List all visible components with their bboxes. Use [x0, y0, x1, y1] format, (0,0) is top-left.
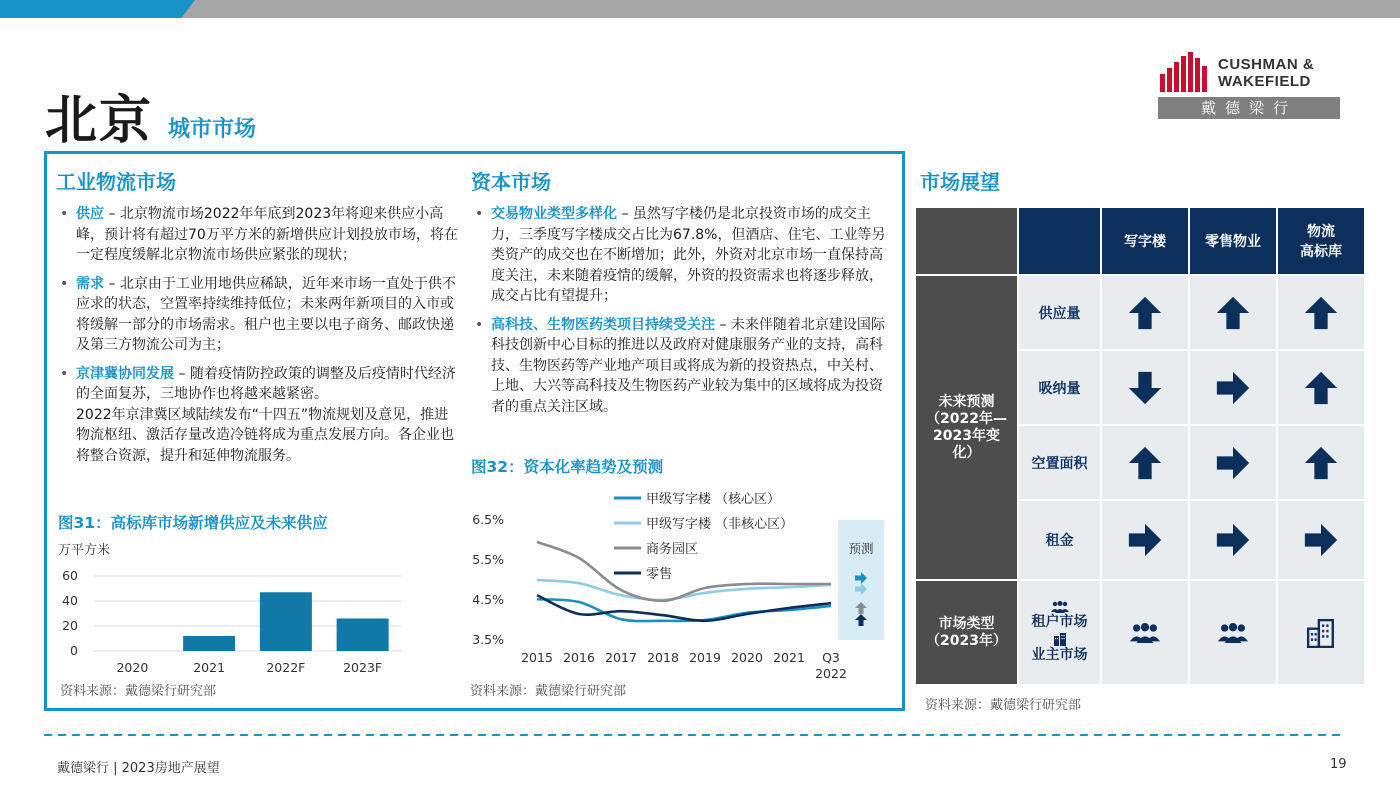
bullet-text: – 虽然写字楼仍是北京投资市场的成交主力，三季度写字楼成交占比为67.8%，但酒店、住宅、工业等另类资产的成交也在不断增加；此外，外资对北京市场一直保持高度关注，未来随着疫情的缓解，外资的投资需求也将逐步释放，成交占比有望提升；	[491, 206, 886, 304]
arrow-up-icon	[1302, 444, 1340, 482]
arrow-cell	[1189, 500, 1277, 580]
figure-32-source: 资料来源：戴德梁行研究部	[470, 684, 627, 699]
arrow-up-icon	[1126, 444, 1164, 482]
bullet-keyword: 京津冀协同发展	[76, 365, 174, 382]
legend-entry: 甲级写字楼 （非核心区）	[646, 517, 794, 532]
x-tick-label: Q3	[822, 650, 840, 665]
figure-32-title: 图32：资本化率趋势及预测	[471, 458, 664, 476]
y-tick-label: 4.5%	[472, 592, 504, 607]
legend-entry: 零售	[646, 567, 673, 582]
x-tick-label: 2023F	[343, 660, 383, 675]
page-number: 19	[1330, 757, 1347, 772]
page-subtitle: 城市市场	[168, 117, 257, 142]
bullet-keyword: 高科技、生物医药类项目持续受关注	[491, 316, 715, 333]
x-tick-label: 2020	[116, 660, 149, 675]
industrial-bullet	[58, 364, 458, 467]
arrow-cell	[1101, 350, 1189, 425]
arrow-cell	[1189, 425, 1277, 500]
landlord-icon	[1306, 618, 1336, 648]
bullet-text: – 北京物流市场2022年年底到2023年将迎来供应小高峰，预计将有超过70万平方米的新增供应计划投放市场，将在一定程度缓解北京物流市场供应紧张的现状；	[76, 206, 458, 263]
y-tick-label: 20	[62, 618, 78, 633]
y-tick-label: 6.5%	[472, 512, 504, 527]
logo-wordmark-line2: WAKEFIELD	[1218, 73, 1311, 90]
x-tick-label: 2015	[521, 650, 553, 665]
arrow-right-icon	[1126, 521, 1164, 559]
tenant-icon	[1130, 623, 1160, 643]
arrow-right-icon	[1302, 521, 1340, 559]
arrow-up-icon	[1126, 294, 1164, 332]
bullet-text: – 未来伴随着北京建设国际科技创新中心目标的推进以及政府对健康服务产业的支持，高科技、生物医药等产业地产项目或将成为新的投资热点，中关村、上地、大兴等高科技及生物医药产业较为集中的区域将成为投资者的重点关注区域。	[491, 316, 885, 415]
x-tick-label: 2017	[605, 650, 637, 665]
bar	[337, 619, 389, 652]
bar	[183, 636, 235, 651]
x-tick-label: 2021	[773, 650, 805, 665]
tenant-market-label: 租户市场	[1031, 613, 1088, 630]
forecast-period-cell	[915, 275, 1018, 580]
arrow-cell	[1277, 500, 1365, 580]
x-tick-label: 2022	[815, 666, 847, 681]
forecast-label: 预测	[848, 541, 874, 556]
market-type-cell	[915, 580, 1018, 685]
forecast-period-label: 未来预测 （2022年— 2023年变 化）	[926, 393, 1007, 461]
row-label-absorption: 吸纳量	[1018, 350, 1101, 425]
arrow-cell	[1277, 350, 1365, 425]
legend-entry: 商务园区	[646, 542, 699, 557]
cap-rate-line-chart	[466, 482, 896, 682]
market-outlook-table	[914, 206, 1366, 686]
y-tick-label: 3.5%	[472, 632, 504, 647]
top-bar-accent	[0, 0, 195, 18]
capital-bullet	[473, 315, 893, 418]
footer-divider	[44, 734, 1345, 736]
row-label-supply: 供应量	[1018, 275, 1101, 350]
logo-chinese-name: 戴德梁行	[1158, 97, 1340, 119]
arrow-cell	[1101, 425, 1189, 500]
arrow-right-icon	[1214, 521, 1252, 559]
figure-31-source: 资料来源：戴德梁行研究部	[60, 684, 217, 699]
market-type-icon-cell	[1101, 580, 1189, 685]
arrow-cell	[1189, 350, 1277, 425]
tenant-icon	[1218, 623, 1248, 643]
arrow-cell	[1101, 275, 1189, 350]
building-logo-icon	[1158, 52, 1210, 92]
bullet-keyword: 供应	[76, 206, 104, 222]
logo-wordmark	[1218, 56, 1314, 90]
capital-bullet-list	[473, 204, 893, 425]
arrow-cell	[1189, 275, 1277, 350]
market-type-icon-cell	[1277, 580, 1365, 685]
bar	[260, 592, 312, 651]
supply-bar-chart	[56, 538, 416, 680]
row-label-rent: 租金	[1018, 500, 1101, 580]
x-tick-label: 2016	[563, 650, 595, 665]
bullet-keyword: 交易物业类型多样化	[491, 206, 617, 222]
y-tick-label: 40	[62, 593, 78, 608]
industrial-bullet-list	[58, 204, 458, 474]
bullet-text: – 随着疫情防控政策的调整及后疫情时代经济的全面复苏，三地协作也将越来越紧密。	[76, 365, 456, 402]
outlook-column-header	[1189, 207, 1277, 275]
arrow-right-icon	[1214, 369, 1252, 407]
y-tick-label: 60	[62, 568, 78, 583]
arrow-cell	[1277, 425, 1365, 500]
y-axis-unit-label: 万平方米	[58, 543, 111, 558]
arrow-cell	[1277, 275, 1365, 350]
bullet-text: – 北京由于工业用地供应稀缺，近年来市场一直处于供不应求的状态，空置率持续维持低位；未来两年新项目的入市或将缓解一部分的市场需求。租户也主要以电子商务、邮政快递及第三方物流公司为主；	[76, 275, 456, 353]
capital-section-title: 资本市场	[471, 170, 551, 194]
series-line	[537, 595, 831, 621]
x-tick-label: 2020	[731, 650, 763, 665]
outlook-section-title: 市场展望	[920, 170, 1000, 194]
outlook-corner-cell-2	[1018, 207, 1101, 275]
industrial-section-title: 工业物流市场	[56, 170, 176, 194]
column-header-retail: 零售物业	[1205, 234, 1261, 250]
arrow-up-icon	[1214, 294, 1252, 332]
x-tick-label: 2021	[193, 660, 226, 675]
column-header-office: 写字楼	[1124, 234, 1166, 250]
industrial-bullet	[58, 274, 458, 356]
outlook-column-header	[1277, 207, 1365, 275]
tenant-icon	[1051, 601, 1069, 613]
x-tick-label: 2018	[647, 650, 679, 665]
x-tick-label: 2022F	[266, 660, 306, 675]
logo-wordmark-line1: CUSHMAN &	[1218, 56, 1315, 73]
outlook-source: 资料来源：戴德梁行研究部	[925, 698, 1082, 713]
landlord-icon	[1053, 632, 1067, 646]
top-bar	[0, 0, 1400, 18]
industrial-bullet	[58, 204, 458, 266]
arrow-up-icon	[1302, 369, 1340, 407]
row-label-vacancy: 空置面积	[1018, 425, 1101, 500]
market-type-label: 市场类型 （2023年）	[926, 615, 1007, 649]
figure-31-title: 图31：高标库市场新增供应及未来供应	[58, 514, 328, 532]
y-tick-label: 5.5%	[472, 552, 504, 567]
page-title: 北京	[45, 91, 154, 151]
arrow-right-icon	[1214, 444, 1252, 482]
outlook-corner-cell	[915, 207, 1018, 275]
column-header-logistics: 物流 高标库	[1300, 224, 1342, 260]
landlord-market-label: 业主市场	[1031, 646, 1088, 663]
x-tick-label: 2019	[689, 650, 721, 665]
capital-bullet	[473, 204, 893, 307]
y-tick-label: 0	[70, 643, 78, 658]
cushman-wakefield-logo	[1158, 50, 1343, 122]
bullet-text-continued: 2022年京津冀区域陆续发布“十四五”物流规划及意见，推进物流枢纽、激活存量改造冷链将成为重点发展方向。各企业也将整合资源，提升和延伸物流服务。	[76, 406, 454, 464]
market-type-legend	[1018, 580, 1101, 685]
bullet-keyword: 需求	[76, 275, 104, 292]
market-type-icon-cell	[1189, 580, 1277, 685]
arrow-down-icon	[1126, 369, 1164, 407]
footer-text: 戴德梁行 | 2023房地产展望	[57, 761, 220, 776]
legend-entry: 甲级写字楼 （核心区）	[646, 492, 781, 507]
outlook-column-header	[1101, 207, 1189, 275]
arrow-up-icon	[1302, 294, 1340, 332]
arrow-cell	[1101, 500, 1189, 580]
